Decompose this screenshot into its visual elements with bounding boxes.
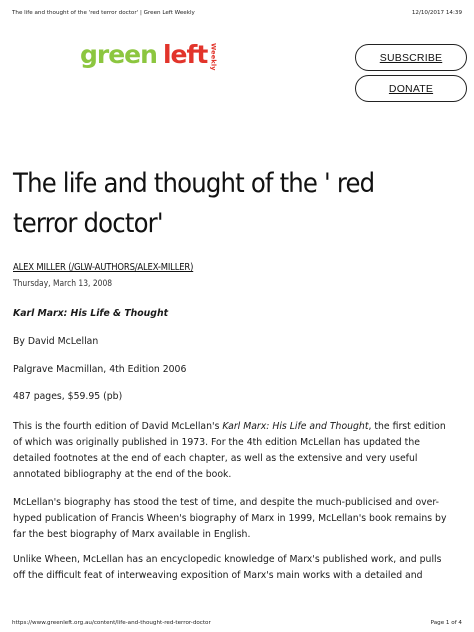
logo-word-green: green [80,40,157,69]
paragraph-1-end: , the first edition of which was originally published in 1973. For the 4th edition McLellan has updated the detailed footnotes at the end of each chapter, as well as the extensive and very useful annotated bibliography at the end of the book. [13,421,446,480]
subscribe-button[interactable]: SUBSCRIBE [355,44,467,71]
print-header-datetime: 12/10/2017 14:39 [411,10,462,16]
book-author: By David McLellan [13,336,99,347]
print-footer-page-number: Page 1 of 4 [430,620,462,626]
print-footer-url: https://www.greenleft.org.au/content/life-and-thought-red-terror-doctor [12,620,211,626]
paragraph-1 [13,419,453,483]
paragraph-1-start: This is the fourth edition of David McLellan's [13,421,223,432]
logo-word-left: left [162,40,208,69]
print-header-title: The life and thought of the 'red terror doctor' | Green Left Weekly [12,10,195,16]
paragraph-3: Unlike Wheen, McLellan has an encyclopedic knowledge of Marx's published work, and pulls off the difficult feat of interweaving exposition of Marx's main works with a detailed and [13,554,442,581]
paragraph-1-book-title: Karl Marx: His Life and Thought [222,421,369,432]
author-link[interactable]: ALEX MILLER (/GLW-AUTHORS/ALEX-MILLER) [13,262,194,273]
paragraph-2: McLellan's biography has stood the test of time, and despite the much-publicised and over-hyped publication of Francis Wheen's biography of Marx in 1999, McLellan's book remains by far the best biography of Marx available in English. [13,497,447,540]
logo-word-weekly: Weekly [209,43,218,71]
publish-date: Thursday, March 13, 2008 [13,279,113,289]
site-logo[interactable] [80,40,216,76]
book-publisher: Palgrave Macmillan, 4th Edition 2006 [13,364,187,375]
print-footer [12,620,462,630]
book-title: Karl Marx: His Life & Thought [13,308,169,319]
print-header [12,10,462,20]
donate-button[interactable]: DONATE [355,75,467,102]
book-pages-price: 487 pages, $59.95 (pb) [13,391,123,402]
article-title: The life and thought of the ' red terror doctor' [13,168,375,239]
